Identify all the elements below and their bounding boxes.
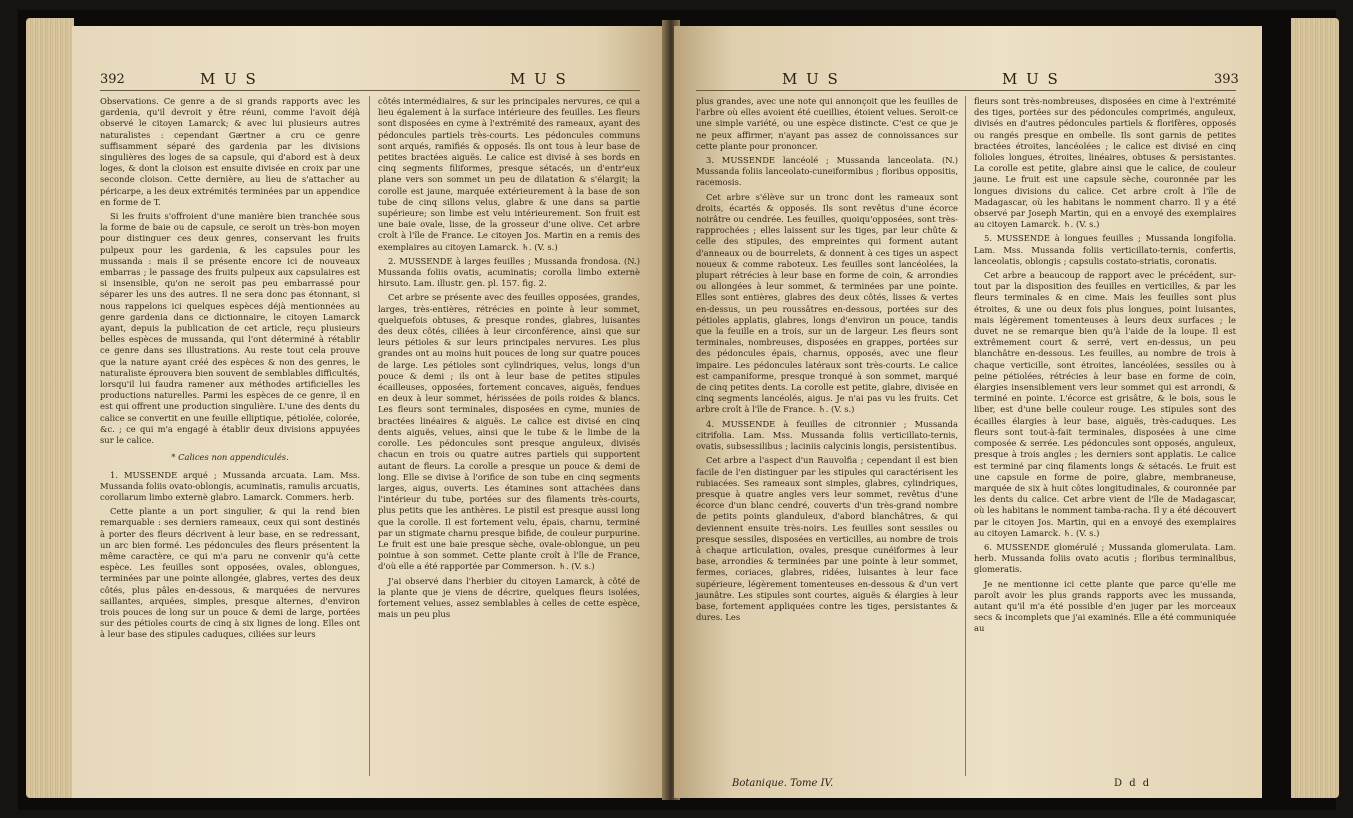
left-column-separator: [369, 96, 370, 776]
paragraph: fleurs sont très-nombreuses, disposées en cime à l'extrémité des tiges, portées sur des pédoncules comprimés, anguleux, divisés en d'autres pédoncules partiels & florifères, opposés ou rangés presque en ombelle. Ils sont garnis de petites bractées étroites, lancéolées ; le calice est divisé en cinq folioles longues, étroites, linéaires, obtuses & persistantes. La corolle est petite, glabre ainsi que le calice, de couleur jaune. Le fruit est une capsule sèche, couronnée par les longues divisions du calice. Cet arbre croît à l'île de Madagascar, où les habitans le nomment charro. Il y a été observé par Joseph Martin, qui en a envoyé des exemplaires au citoyen Lamarck. ♄. (V. s.): [974, 96, 1236, 230]
paragraph: Cet arbre se présente avec des feuilles opposées, grandes, larges, très-entières, rétrécies en pointe à leur sommet, quelquefois obtuses, & presque rondes, glabres, luisantes des deux côtés, ciliées à leur circonférence, ainsi que sur leurs pétioles & sur leurs principales nervures. Les plus grandes ont au moins huit pouces de long sur quatre pouces de large. Les pétioles sont cylindriques, velus, longs d'un pouce & demi ; ils ont à leur base de petites stipules écailleuses, opposées, fortement concaves, aiguës, fendues en deux à leur sommet, hérissées de poils roides & blancs. Les fleurs sont terminales, disposées en cyme, munies de bractées linéaires & aiguës. Le calice est divisé en cinq dents aiguës, velues, ainsi que le tube & le limbe de la corolle. Les pédoncules sont presque anguleux, divisés chacun en trois ou quatre autres partiels qui supportent autant de fleurs. La corolle a presque un pouce & demi de long. Elle se divise à l'orifice de son tube en cinq segments larges, aigus, ouverts. Les étamines sont attachées dans l'intérieur du tube, portées sur des filaments très-courts, plus petits que les anthères. Le pistil est presque aussi long que la corolle. Il est fortement velu, épais, charnu, terminé par un stigmate charnu presque bifide, de couleur purpurine. Le fruit est une baie presque sèche, ovale-oblongue, un peu pointue à son sommet. Cette plante croît à l'île de France, d'où elle a été rapportée par Commerson. ♄. (V. s.): [378, 292, 640, 572]
right-page-edges: [1291, 18, 1339, 798]
paragraph: Si les fruits s'offroient d'une manière bien tranchée sous la forme de baie ou de capsule, ce seroit un très-bon moyen pour distinguer ces deux genres, conservant les fruits pulpeux pour les gardenia, & les capsules pour les mussanda : mais il se présente encore ici de nouveaux embarras ; le passage des fruits pulpeux aux capsulaires est si insensible, qu'on ne seroit pas peu embarrassé pour séparer les uns des autres. Il ne sera donc pas étonnant, si nous rappelons ici quelques espèces déjà mentionnées au genre gardenia dans ce dictionnaire, le citoyen Lamarck ayant, depuis la publication de cet article, reçu plusieurs belles espèces de mussanda, qui l'ont déterminé à rétablir ce genre dans ses illustrations. Au reste tout cela prouve que la nature ayant créé des espèces & non des genres, le naturaliste éprouvera bien souvent de semblables difficultés, lorsqu'il lui faudra ramener aux méthodes artificielles les productions naturelles. Parmi les espèces de ce genre, il en est qui offrent une production singulière. L'une des dents du calice se convertit en une feuille elliptique, pétiolée, colorée, &c. ; ce qui m'a engagé à établir deux divisions appuyées sur le calice.: [100, 211, 360, 446]
paragraph: Cet arbre s'élève sur un tronc dont les rameaux sont droits, écartés & opposés. Ils sont revêtus d'une écorce noirâtre ou cendrée. Les feuilles, quoiqu'opposées, sont très-rapprochées ; elles laissent sur les tiges, par leur chûte & celle des stipules, des empreintes qui forment autant d'anneaux ou de bourrelets, & donnent à ces tiges un aspect noueux & comme raboteux. Les feuilles sont lancéolées, la plupart rétrécies à leur base en forme de coin, & arrondies ou allongées à leur sommet, & terminées par une pointe. Elles sont entières, glabres des deux côtés, lisses & vertes en-dessus, un peu roussâtres en-dessous, portées sur des pétioles applatis, glabres, longs d'environ un pouce, tandis que la feuille en a trois, sur un de largeur. Les fleurs sont terminales, nombreuses, disposées en grappes, portées sur des pédoncules épais, charnus, opposés, avec une fleur impaire. Les pédoncules latéraux sont très-courts. Le calice est campaniforme, presque tronqué à son sommet, marqué de cinq petites dents. La corolle est petite, glabre, divisée en cinq segments lancéolés, aigus. Je n'ai pas vu les fruits. Cet arbre croît à l'île de France. ♄. (V. s.): [696, 191, 958, 415]
left-column-2: [378, 96, 640, 623]
left-header-rule: [100, 90, 640, 91]
right-header-left: M U S: [782, 70, 840, 88]
paragraph: J'ai observé dans l'herbier du citoyen Lamarck, à côté de la plante que je viens de décrire, quelques fleurs isolées, fortement velues, assez semblables à celles de cette espèce, mais un peu plus: [378, 575, 640, 620]
paragraph: 2. MUSSENDE à larges feuilles ; Mussanda frondosa. (N.) Mussanda foliis ovatis, acuminatis; corolla limbo externè hirsuto. Lam. illustr. gen. pl. 157. fig. 2.: [378, 255, 640, 289]
footer-volume: Botanique. Tome IV.: [732, 778, 834, 789]
paragraph: 4. MUSSENDE à feuilles de citronnier ; Mussanda citrifolia. Lam. Mss. Mussanda foliis verticillato-ternis, ovatis, subsessilibus ; laciniis calycinis longis, persistentibus.: [696, 418, 958, 452]
right-column-separator: [965, 96, 966, 776]
left-page-edges: [26, 18, 74, 798]
left-header-right: M U S: [510, 70, 568, 88]
paragraph: Cette plante a un port singulier, & qui la rend bien remarquable : ses derniers rameaux, ceux qui sont destinés à porter des fleurs décrivent à leur base, en se redressant, un arc bien formé. Les pédoncules des fleurs présentent la même caractère, ce qui m'a paru ne convenir qu'à cette espèce. Les feuilles sont opposées, ovales, oblongues, terminées par une pointe allongée, glabres, vertes des deux côtés, plus pâles en-dessous, & marquées de nervures saillantes, arquées, simples, presque alternes, d'environ trois pouces de long sur un pouce & demi de large, portées sur des pétioles courts de cinq à six lignes de long. Elles ont à leur base des stipules caduques, ciliées sur leurs: [100, 506, 360, 640]
right-page: [674, 26, 1262, 798]
paragraph: 5. MUSSENDE à longues feuilles ; Mussanda longifolia. Lam. Mss. Mussanda foliis verticillato-ternis, confertis, lanceolatis, oblongis ; capsulis costato-striatis, coronatis.: [974, 233, 1236, 266]
left-folio: 392: [100, 72, 125, 87]
paragraph: côtés intermédiaires, & sur les principales nervures, ce qui a lieu également à la surface intérieure des feuilles. Les fleurs sont disposées en cyme à l'extrémité des rameaux, ayant des pédoncules partiels très-courts. Les pédoncules communs sont arqués, ramifiés & opposés. Ils ont tous à leur base de petites bractées aiguës. Le calice est divisé à ses bords en cinq segments filiformes, presque sétacés, un d'entr'eux plane vers son sommet un peu de dilatation & s'élargit; la corolle est jaune, marquée extérieurement à la base de son tube de cinq sillons velus, glabre & une dans sa partie supérieure; son limbe est velu intérieurement. Son fruit est une baie ovale, lisse, de la grosseur d'une olive. Cet arbre croît à l'île de France. Le citoyen Jos. Martin en a remis des exemplaires au citoyen Lamarck. ♄. (V. s.): [378, 96, 640, 252]
left-column-1: [100, 96, 360, 644]
right-folio: 393: [1214, 72, 1239, 87]
paragraph: Cet arbre a l'aspect d'un Rauvolfia ; cependant il est bien facile de l'en distinguer par les stipules qui caractérisent les rubiacées. Ses rameaux sont simples, glabres, cylindriques, presque à quatre angles vers leur sommet, revêtus d'une écorce d'un blanc cendré, couverts d'un très-grand nombre de petits points glanduleux, d'abord blanchâtres, & qui deviennent ensuite très-noirs. Les feuilles sont sessiles ou presque sessiles, disposées en verticilles, au nombre de trois à chaque articulation, ovales, presque cunéiformes à leur base, arrondies & terminées par une pointe à leur sommet, fermes, coriaces, glabres, ridées, luisantes à leur face supérieure, légèrement tomenteuses en-dessous & d'un vert jaunâtre. Les stipules sont courtes, aiguës & élargies à leur base, fortement appliquées contre les tiges, persistantes & dures. Les: [696, 455, 958, 623]
left-header-left: M U S: [200, 70, 258, 88]
right-header-rule: [696, 90, 1236, 91]
paragraph: Je ne mentionne ici cette plante que parce qu'elle me paroît avoir les plus grands rapports avec les mussanda, autant qu'il m'a été possible d'en juger par les morceaux secs & incomplets que j'ai examinés. Elle a été communiquée au: [974, 578, 1236, 634]
left-page: [72, 26, 667, 798]
right-column-2: [974, 96, 1236, 638]
paragraph: 3. MUSSENDE lancéolé ; Mussanda lanceolata. (N.) Mussanda foliis lanceolato-cuneiformibus ; floribus oppositis, racemosis.: [696, 155, 958, 188]
paragraph: 6. MUSSENDE glomérulé ; Mussanda glomerulata. Lam. herb. Mussanda foliis ovato acutis ; floribus terminalibus, glomeratis.: [974, 541, 1236, 575]
paragraph: 1. MUSSENDE arqué ; Mussanda arcuata. Lam. Mss. Mussanda foliis ovato-oblongis, acuminatis, ramulis arcuatis, corollarum limbo externè glabro. Lamarck. Commers. herb.: [100, 469, 360, 502]
section-heading: * Calices non appendiculés.: [171, 452, 289, 463]
paragraph: Cet arbre a beaucoup de rapport avec le précédent, sur-tout par la disposition des feuilles en verticilles, & par les fleurs terminales & en cime. Mais les feuilles sont plus étroites, & une ou deux fois plus longues, point luisantes, mais légèrement tomenteuses à leurs deux surfaces ; le duvet ne se remarque bien qu'à l'aide de la loupe. Il est extrêmement court & serré, vert en-dessus, un peu blanchâtre en-dessous. Les feuilles, au nombre de trois à chaque verticille, sont étroites, lancéolées, sessiles ou à peine pétiolées, rétrécies à leur base en forme de coin, élargies insensiblement vers leur sommet qui est arrondi, & terminé en pointe. L'écorce est grisâtre, & le bois, sous le liber, est d'une belle couleur rouge. Les stipules sont des écailles élargies à leur base, aiguës, très-caduques. Les fleurs sont tout-à-fait terminales, disposées à une cime composée & serrée. Les pédoncules sont opposés, anguleux, presque à trois angles ; les derniers sont applatis. Le calice est terminé par cinq filaments longs & sétacés. Le fruit est une capsule en forme de poire, glabre, membraneuse, marquée de six à huit côtes longitudinales, & couronnée par les dents du calice. Cet arbre vient de l'île de Madagascar, où les habitans le nomment tamba-racha. Il y a été découvert par le citoyen Jos. Martin, qui en a envoyé des exemplaires au citoyen Lamarck. ♄. (V. s.): [974, 270, 1236, 538]
paragraph: plus grandes, avec une note qui annonçoit que les feuilles de l'arbre où elles avoient été cueillies, étoient velues. Seroit-ce une simple variété, ou une espèce distincte. C'est ce que je ne peux affirmer, n'ayant pas assez de connoissances sur cette plante pour prononcer.: [696, 96, 958, 151]
right-column-1: [696, 96, 958, 626]
paragraph: Observations. Ce genre a de si grands rapports avec les gardenia, qu'il devroit y être réuni, comme l'avoit déjà observé le citoyen Lamarck; & avec lui plusieurs autres naturalistes : cependant Gærtner a cru ce genre suffisamment séparé des gardenia par les divisions singulières des loges de sa capsule, qui d'abord est à deux loges, & dont la cloison est ensuite divisée en croix par une seconde cloison. Cette dernière, au lieu de s'attacher au péricarpe, a les deux extrémités terminées par un appendice en forme de T.: [100, 96, 360, 207]
footer-signature-mark: D d d: [1114, 778, 1152, 789]
right-header-right: M U S: [1002, 70, 1060, 88]
